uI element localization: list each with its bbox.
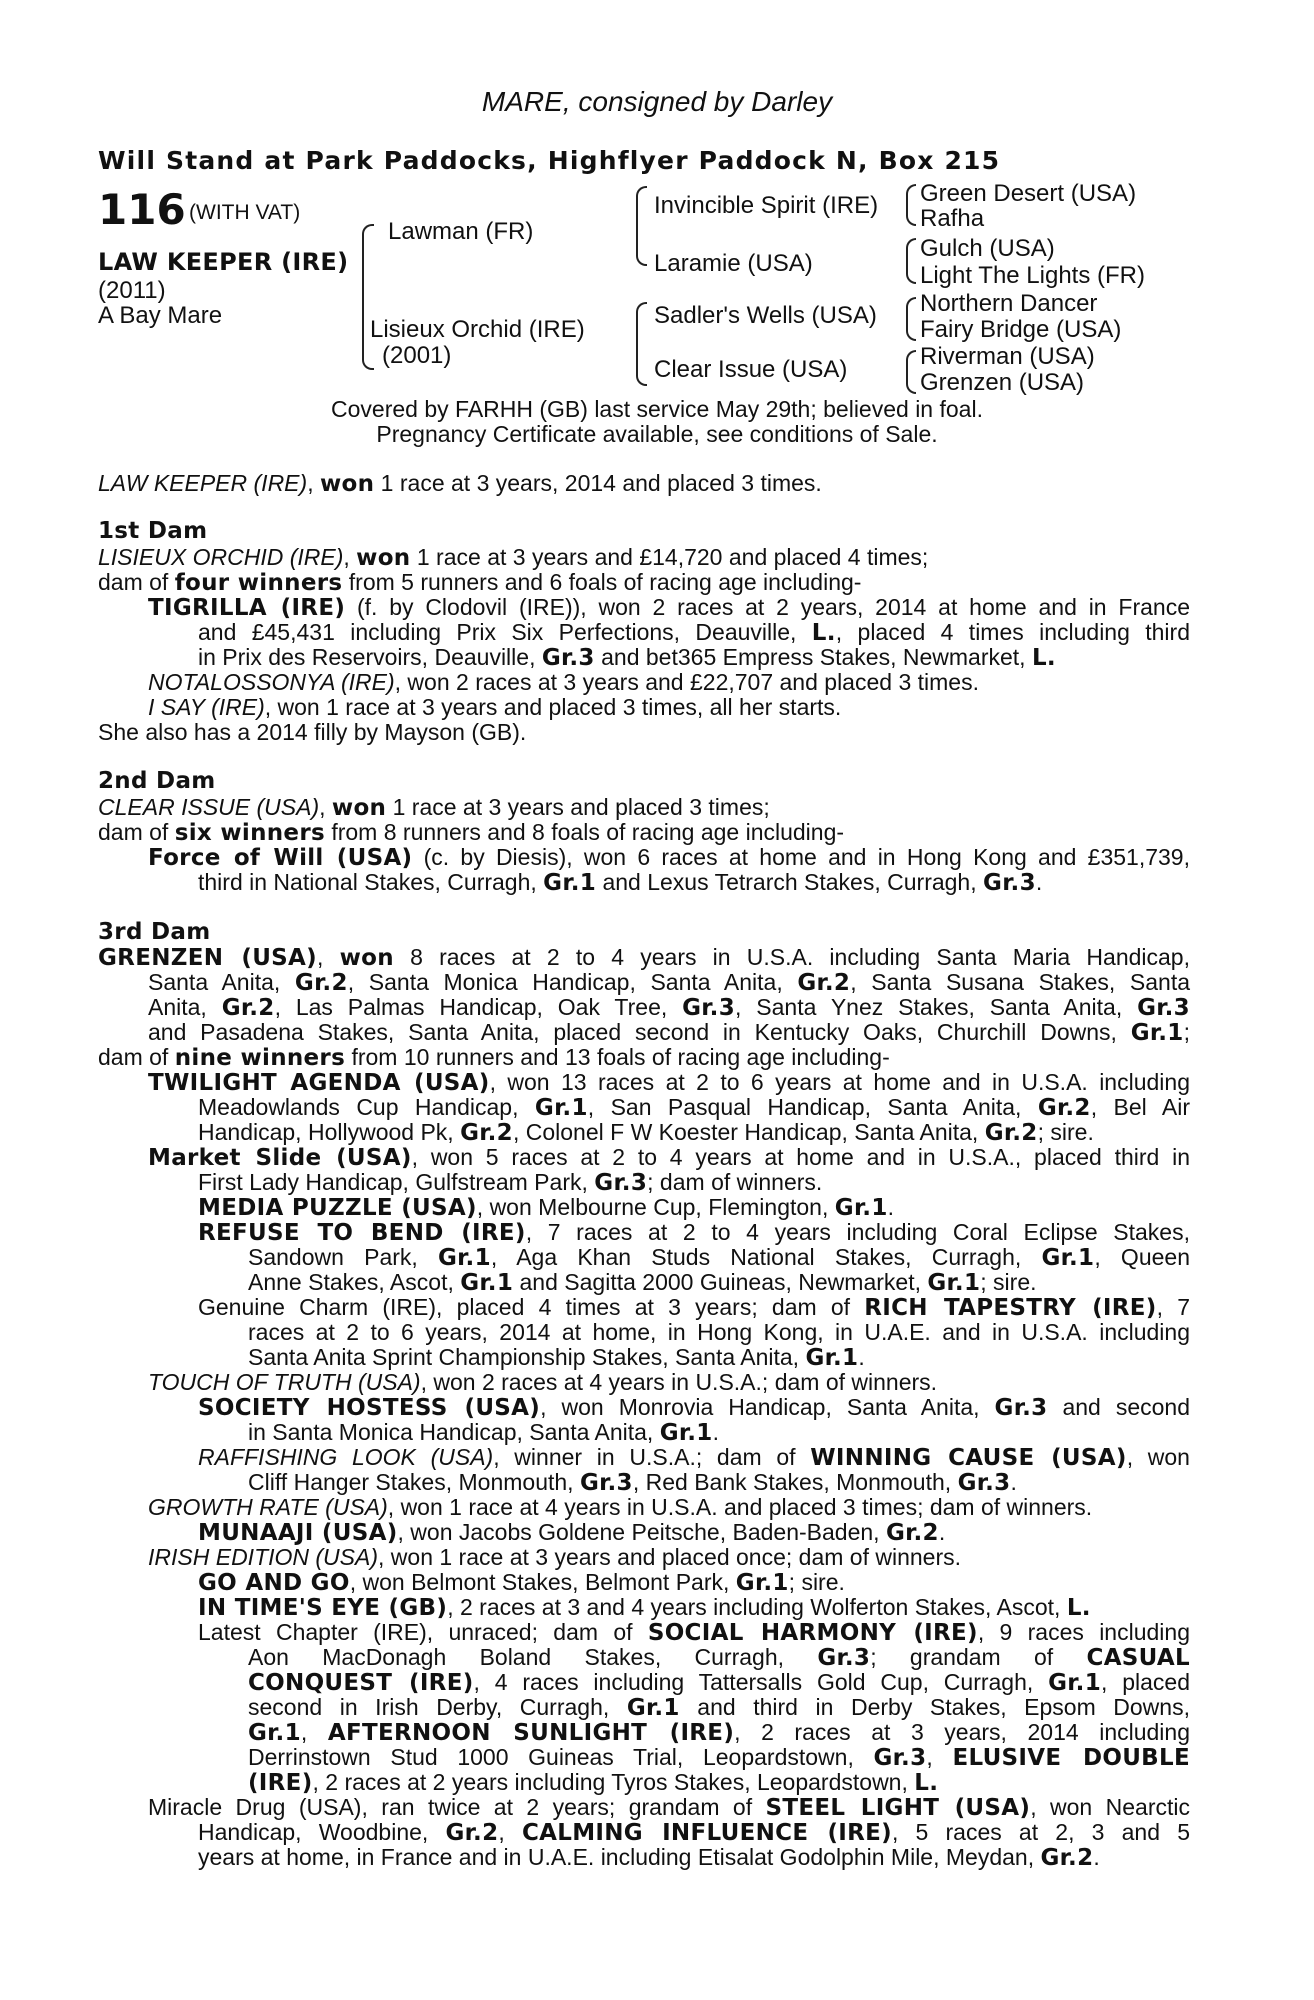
- dam3-line-6: TWILIGHT AGENDA (USA), won 13 races at 2 to 6 years at home and in U.S.A. including: [148, 1069, 1190, 1096]
- dam-line-8: She also has a 2014 filly by Mayson (GB).: [98, 719, 527, 745]
- dam2-line-2: dam of six winners from 8 runners and 8 foals of racing age including-: [98, 819, 845, 846]
- pedigree-brace-g2: [906, 238, 916, 284]
- dam3-line-7: Meadowlands Cup Handicap, Gr.1, San Pasqual Handicap, Santa Anita, Gr.2, Bel Air: [198, 1094, 1190, 1121]
- dam-line-4: and £45,431 including Prix Six Perfections, Deauville, L., placed 4 times including third: [198, 619, 1190, 646]
- dam3-line-10: First Lady Handicap, Gulfstream Park, Gr.3; dam of winners.: [198, 1169, 823, 1196]
- dam2-line-4: third in National Stakes, Curragh, Gr.1 and Lexus Tetrarch Stakes, Curragh, Gr.3.: [198, 869, 1043, 896]
- pedigree-brace-sire: [636, 186, 647, 266]
- grandsire-2: Gulch (USA): [920, 235, 1055, 262]
- dam3-line-25: IRISH EDITION (USA), won 1 race at 3 years and placed once; dam of winners.: [148, 1544, 962, 1570]
- sire-dam: Laramie (USA): [654, 250, 813, 277]
- dam3-line-34: (IRE), 2 races at 2 years including Tyros Stakes, Leopardstown, L.: [248, 1769, 939, 1796]
- dam3-line-27: IN TIME'S EYE (GB), 2 races at 3 and 4 years including Wolferton Stakes, Ascot, L.: [198, 1594, 1091, 1621]
- horse-summary-name: LAW KEEPER (IRE): [98, 470, 308, 496]
- dam-line-3: TIGRILLA (IRE) (f. by Clodovil (IRE)), won 2 races at 2 years, 2014 at home and in France: [148, 594, 1190, 621]
- dam3-line-30: CONQUEST (IRE), 4 races including Tattersalls Gold Cup, Curragh, Gr.1, placed: [248, 1669, 1190, 1696]
- dam3-line-28: Latest Chapter (IRE), unraced; dam of SOCIAL HARMONY (IRE), 9 races including: [198, 1619, 1190, 1646]
- dam3-line-19: SOCIETY HOSTESS (USA), won Monrovia Handicap, Santa Anita, Gr.3 and second: [198, 1394, 1190, 1421]
- dam3-line-37: years at home, in France and in U.A.E. including Etisalat Godolphin Mile, Meydan, Gr.2.: [198, 1844, 1100, 1871]
- granddam-3: Fairy Bridge (USA): [920, 316, 1122, 343]
- dam3-line-36: Handicap, Woodbine, Gr.2, CALMING INFLUENCE (IRE), 5 races at 2, 3 and 5: [198, 1819, 1190, 1846]
- dam3-line-3: Anita, Gr.2, Las Palmas Handicap, Oak Tree, Gr.3, Santa Ynez Stakes, Santa Anita, Gr.3: [148, 994, 1190, 1021]
- dam-sire: Sadler's Wells (USA): [654, 302, 877, 329]
- second-dam-heading: 2nd Dam: [98, 768, 216, 794]
- stand-location: Will Stand at Park Paddocks, Highflyer Paddock N, Box 215: [98, 146, 1001, 175]
- granddam-1: Rafha: [920, 205, 985, 232]
- horse-summary-record: 1 race at 3 years, 2014 and placed 3 times.: [374, 470, 822, 496]
- pedigree-brace-g4: [906, 350, 916, 394]
- dam3-line-24: MUNAAJI (USA), won Jacobs Goldene Peitsche, Baden-Baden, Gr.2.: [198, 1519, 946, 1546]
- third-dam-heading: 3rd Dam: [98, 919, 211, 945]
- pedigree-brace-g3: [906, 297, 916, 341]
- dam3-line-13: Sandown Park, Gr.1, Aga Khan Studs National Stakes, Curragh, Gr.1, Queen: [248, 1244, 1190, 1271]
- consignment-heading: MARE, consigned by Darley: [481, 86, 833, 117]
- dam3-line-21: RAFFISHING LOOK (USA), winner in U.S.A.; dam of WINNING CAUSE (USA), won: [198, 1444, 1190, 1471]
- dam3-line-5: dam of nine winners from 10 runners and 13 foals of racing age including-: [98, 1044, 890, 1071]
- dam3-line-32: Gr.1, AFTERNOON SUNLIGHT (IRE), 2 races at 3 years, 2014 including: [248, 1719, 1191, 1746]
- dam3-line-1: GRENZEN (USA), won 8 races at 2 to 4 years in U.S.A. including Santa Maria Handicap,: [98, 944, 1190, 971]
- dam-line-1: LISIEUX ORCHID (IRE), won 1 race at 3 years and £14,720 and placed 4 times;: [98, 544, 929, 571]
- horse-name: LAW KEEPER (IRE): [98, 248, 349, 276]
- granddam-2: Light The Lights (FR): [920, 262, 1145, 289]
- dam3-line-14: Anne Stakes, Ascot, Gr.1 and Sagitta 2000 Guineas, Newmarket, Gr.1; sire.: [248, 1269, 1037, 1296]
- first-dam-heading: 1st Dam: [98, 518, 208, 544]
- dam2-line-1: CLEAR ISSUE (USA), won 1 race at 3 years and placed 3 times;: [98, 794, 770, 821]
- dam3-line-4: and Pasadena Stakes, Santa Anita, placed second in Kentucky Oaks, Churchill Downs, Gr.1;: [148, 1019, 1190, 1046]
- pedigree-brace-main: [362, 224, 374, 370]
- dam3-line-11: MEDIA PUZZLE (USA), won Melbourne Cup, Flemington, Gr.1.: [198, 1194, 895, 1221]
- dam3-line-33: Derrinstown Stud 1000 Guineas Trial, Leopardstown, Gr.3, ELUSIVE DOUBLE: [248, 1744, 1190, 1771]
- dam-line-2: dam of four winners from 5 runners and 6 foals of racing age including-: [98, 569, 862, 596]
- granddam-4: Grenzen (USA): [920, 369, 1085, 396]
- dam3-line-20: in Santa Monica Handicap, Santa Anita, Gr.1.: [248, 1419, 719, 1446]
- sire-sire: Invincible Spirit (IRE): [654, 192, 879, 219]
- lot-number: 116: [98, 185, 186, 234]
- dam3-line-2: Santa Anita, Gr.2, Santa Monica Handicap, Santa Anita, Gr.2, Santa Susana Stakes, Santa: [148, 969, 1191, 996]
- dam3-line-26: GO AND GO, won Belmont Stakes, Belmont Park, Gr.1; sire.: [198, 1569, 845, 1596]
- horse-description: A Bay Mare: [98, 302, 223, 329]
- dam-line-5: in Prix des Reservoirs, Deauville, Gr.3 and bet365 Empress Stakes, Newmarket, L.: [198, 644, 1056, 671]
- dam3-line-22: Cliff Hanger Stakes, Monmouth, Gr.3, Red Bank Stakes, Monmouth, Gr.3.: [248, 1469, 1017, 1496]
- dam-dam: Clear Issue (USA): [654, 356, 848, 383]
- pregnancy-note: Pregnancy Certificate available, see conditions of Sale.: [376, 421, 938, 447]
- dam3-line-9: Market Slide (USA), won 5 races at 2 to 4 years at home and in U.S.A., placed third in: [148, 1144, 1190, 1171]
- dam: Lisieux Orchid (IRE): [370, 316, 585, 343]
- horse-summary-won: won: [319, 471, 375, 497]
- dam3-line-16: races at 2 to 6 years, 2014 at home, in Hong Kong, in U.A.E. and in U.S.A. including: [248, 1319, 1190, 1345]
- dam3-line-31: second in Irish Derby, Curragh, Gr.1 and third in Derby Stakes, Epsom Downs,: [248, 1694, 1190, 1721]
- grandsire-1: Green Desert (USA): [920, 180, 1137, 207]
- dam3-line-12: REFUSE TO BEND (IRE), 7 races at 2 to 4 years including Coral Eclipse Stakes,: [198, 1219, 1190, 1246]
- dam3-line-23: GROWTH RATE (USA), won 1 race at 4 years in U.S.A. and placed 3 times; dam of winners.: [148, 1494, 1093, 1520]
- dam2-line-3: Force of Will (USA) (c. by Diesis), won 6 races at home and in Hong Kong and £351,739,: [148, 844, 1190, 871]
- dam3-line-35: Miracle Drug (USA), ran twice at 2 years; grandam of STEEL LIGHT (USA), won Nearctic: [148, 1794, 1190, 1821]
- dam3-line-29: Aon MacDonagh Boland Stakes, Curragh, Gr.3; grandam of CASUAL: [248, 1644, 1190, 1671]
- sire: Lawman (FR): [388, 218, 534, 245]
- pedigree-brace-g1: [906, 184, 916, 226]
- covering-note: Covered by FARHH (GB) last service May 29th; believed in foal.: [331, 396, 983, 422]
- foaling-year: (2011): [98, 277, 166, 304]
- pedigree-brace-dam: [636, 302, 647, 386]
- dam3-line-17: Santa Anita Sprint Championship Stakes, Santa Anita, Gr.1.: [248, 1344, 865, 1371]
- dam3-line-8: Handicap, Hollywood Pk, Gr.2, Colonel F W Koester Handicap, Santa Anita, Gr.2; sire.: [198, 1119, 1094, 1146]
- dam-line-6: NOTALOSSONYA (IRE), won 2 races at 3 years and £22,707 and placed 3 times.: [148, 669, 979, 695]
- vat-note: (WITH VAT): [189, 201, 301, 224]
- horse-summary: LAW KEEPER (IRE), won 1 race at 3 years, 2014 and placed 3 times.: [98, 470, 822, 497]
- grandsire-3: Northern Dancer: [920, 290, 1098, 317]
- dam-year: (2001): [382, 342, 452, 369]
- dam3-line-18: TOUCH OF TRUTH (USA), won 2 races at 4 years in U.S.A.; dam of winners.: [148, 1369, 938, 1395]
- dam-line-7: I SAY (IRE), won 1 race at 3 years and placed 3 times, all her starts.: [148, 694, 842, 720]
- grandsire-4: Riverman (USA): [920, 343, 1095, 370]
- dam3-line-15: Genuine Charm (IRE), placed 4 times at 3 years; dam of RICH TAPESTRY (IRE), 7: [198, 1294, 1191, 1321]
